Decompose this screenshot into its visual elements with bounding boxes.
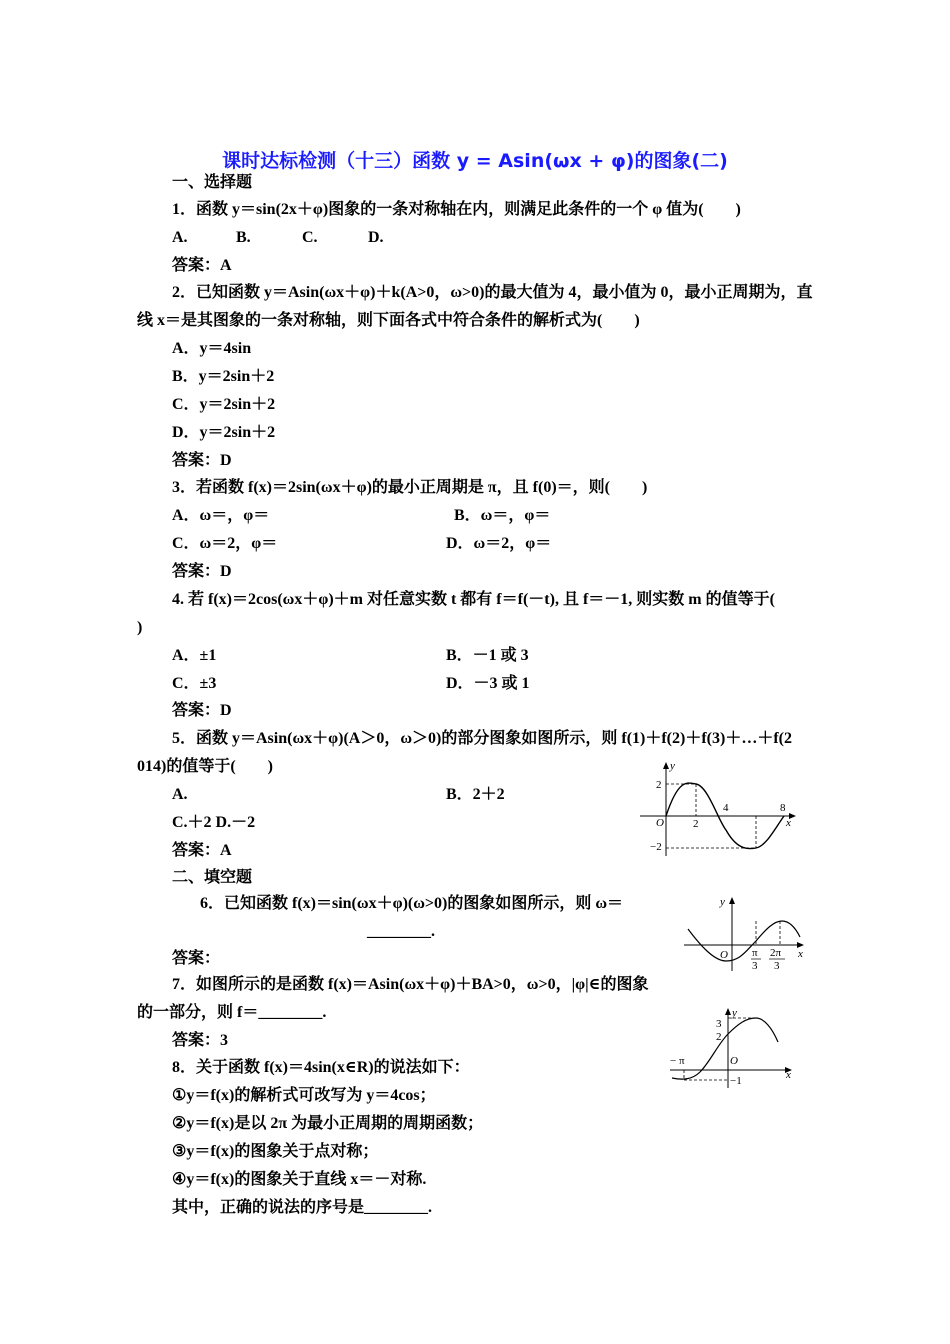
q5-x4-label: 4 bbox=[723, 802, 729, 814]
q5-stem-line1: 5．函数 y＝Asin(ωx＋φ)(A＞0，ω＞0)的部分图象如图所示，则 f(1)＋f(2)＋f(3)＋…＋f(2 bbox=[172, 730, 792, 747]
q4-stem-line2: ) bbox=[137, 619, 143, 636]
q6-three2-label: 3 bbox=[774, 960, 780, 972]
q7-y2-label: 2 bbox=[716, 1031, 722, 1043]
q7-sine-graph bbox=[666, 1006, 796, 1090]
q1-option-b: B. bbox=[236, 229, 251, 246]
q7-neg1-label: −1 bbox=[730, 1075, 742, 1087]
q7-answer: 答案：3 bbox=[172, 1032, 229, 1049]
q5-x8-label: 8 bbox=[780, 802, 786, 814]
q5-stem-line2: 014)的值等于( ) bbox=[137, 758, 273, 775]
q4-option-c: C．±3 bbox=[172, 675, 217, 692]
q6-y-label: y bbox=[720, 896, 725, 908]
q7-neg-pi-label: − π bbox=[670, 1055, 685, 1067]
q2-answer: 答案：D bbox=[172, 452, 232, 469]
q2-stem-line1: 2．已知函数 y＝Asin(ωx＋φ)＋k(A>0，ω>0)的最大值为 4，最小值为 0，最小正周期为，直 bbox=[172, 284, 813, 301]
q8-item-2: ②y＝f(x)是以 2π 为最小正周期的周期函数； bbox=[172, 1115, 484, 1132]
q3-option-a: A．ω＝，φ＝ bbox=[172, 507, 270, 524]
q2-option-b: B．y＝2sin＋2 bbox=[172, 368, 275, 385]
q6-origin-label: O bbox=[720, 949, 728, 961]
q1-stem: 1．函数 y＝sin(2x＋φ)图象的一条对称轴在内，则满足此条件的一个 φ 值为( ) bbox=[172, 201, 741, 218]
q5-answer: 答案：A bbox=[172, 842, 232, 859]
q3-option-b: B．ω＝，φ＝ bbox=[454, 507, 551, 524]
q4-answer: 答案：D bbox=[172, 702, 232, 719]
page-title: 课时达标检测（十三）函数 y = Asin(ωx + φ)的图象(二) bbox=[222, 150, 728, 172]
q1-option-c: C. bbox=[302, 229, 318, 246]
q3-stem: 3．若函数 f(x)＝2sin(ωx＋φ)的最小正周期是 π，且 f(0)＝，则( ) bbox=[172, 479, 648, 496]
q2-stem-line2: 线 x＝是其图象的一条对称轴，则下面各式中符合条件的解析式为( ) bbox=[137, 312, 640, 329]
q8-closing: 其中，正确的说法的序号是________. bbox=[172, 1199, 433, 1216]
q7-stem-line2: 的一部分，则 f＝________. bbox=[137, 1004, 327, 1021]
q6-blank: ________. bbox=[367, 923, 435, 940]
q1-option-d: D. bbox=[368, 229, 384, 246]
q5-sine-graph bbox=[636, 760, 802, 860]
q4-option-b: B．－1 或 3 bbox=[446, 647, 529, 664]
q6-pi-label: π bbox=[752, 947, 758, 959]
q5-option-b: B．2＋2 bbox=[446, 786, 505, 803]
q5-y-label: y bbox=[670, 760, 675, 772]
q4-option-d: D．－3 或 1 bbox=[446, 675, 530, 692]
q7-x-label: x bbox=[786, 1069, 791, 1081]
q5-origin-label: O bbox=[656, 817, 664, 829]
q6-x-label: x bbox=[798, 948, 803, 960]
q7-y-label: y bbox=[732, 1007, 737, 1019]
q6-three-label: 3 bbox=[752, 960, 758, 972]
section-heading-fill: 二、填空题 bbox=[172, 869, 253, 886]
q3-option-c: C．ω＝2，φ＝ bbox=[172, 535, 278, 552]
q5-x-label: x bbox=[786, 817, 791, 829]
q6-twopi-label: 2π bbox=[770, 947, 782, 959]
q7-origin-label: O bbox=[730, 1055, 738, 1067]
q1-answer: 答案：A bbox=[172, 257, 232, 274]
q5-x2-label: 2 bbox=[693, 818, 699, 830]
q5-y-top-label: 2 bbox=[656, 779, 662, 791]
q8-item-3: ③y＝f(x)的图象关于点对称； bbox=[172, 1143, 379, 1160]
q7-y3-label: 3 bbox=[716, 1018, 722, 1030]
q3-option-d: D．ω＝2，φ＝ bbox=[446, 535, 552, 552]
q7-stem-line1: 7．如图所示的是函数 f(x)＝Asin(ωx＋φ)＋BA>0，ω>0，|φ|∈的图象 bbox=[172, 976, 649, 993]
q5-option-cd: C.＋2 D.－2 bbox=[172, 814, 256, 831]
q6-answer: 答案： bbox=[172, 950, 221, 967]
q2-option-a: A．y＝4sin bbox=[172, 340, 252, 357]
q6-sine-graph bbox=[680, 895, 808, 975]
q6-stem: 6．已知函数 f(x)＝sin(ωx＋φ)(ω>0)的图象如图所示，则 ω＝ bbox=[200, 895, 624, 912]
q8-item-1: ①y＝f(x)的解析式可改写为 y＝4cos； bbox=[172, 1087, 436, 1104]
q4-option-a: A．±1 bbox=[172, 647, 217, 664]
q5-y-bottom-label: −2 bbox=[650, 841, 662, 853]
q5-option-a: A. bbox=[172, 786, 188, 803]
q6-curve bbox=[688, 921, 800, 961]
q1-option-a: A. bbox=[172, 229, 188, 246]
q8-stem: 8．关于函数 f(x)＝4sin(x∈R)的说法如下： bbox=[172, 1059, 470, 1076]
q2-option-c: C．y＝2sin＋2 bbox=[172, 396, 276, 413]
q8-item-4: ④y＝f(x)的图象关于直线 x＝－对称. bbox=[172, 1171, 427, 1188]
q3-answer: 答案：D bbox=[172, 563, 232, 580]
q2-option-d: D．y＝2sin＋2 bbox=[172, 424, 276, 441]
section-heading-choice: 一、选择题 bbox=[172, 174, 253, 191]
q4-stem-line1: 4. 若 f(x)＝2cos(ωx＋φ)＋m 对任意实数 t 都有 f＝f(－t), 且 f＝－1, 则实数 m 的值等于( bbox=[172, 591, 775, 608]
